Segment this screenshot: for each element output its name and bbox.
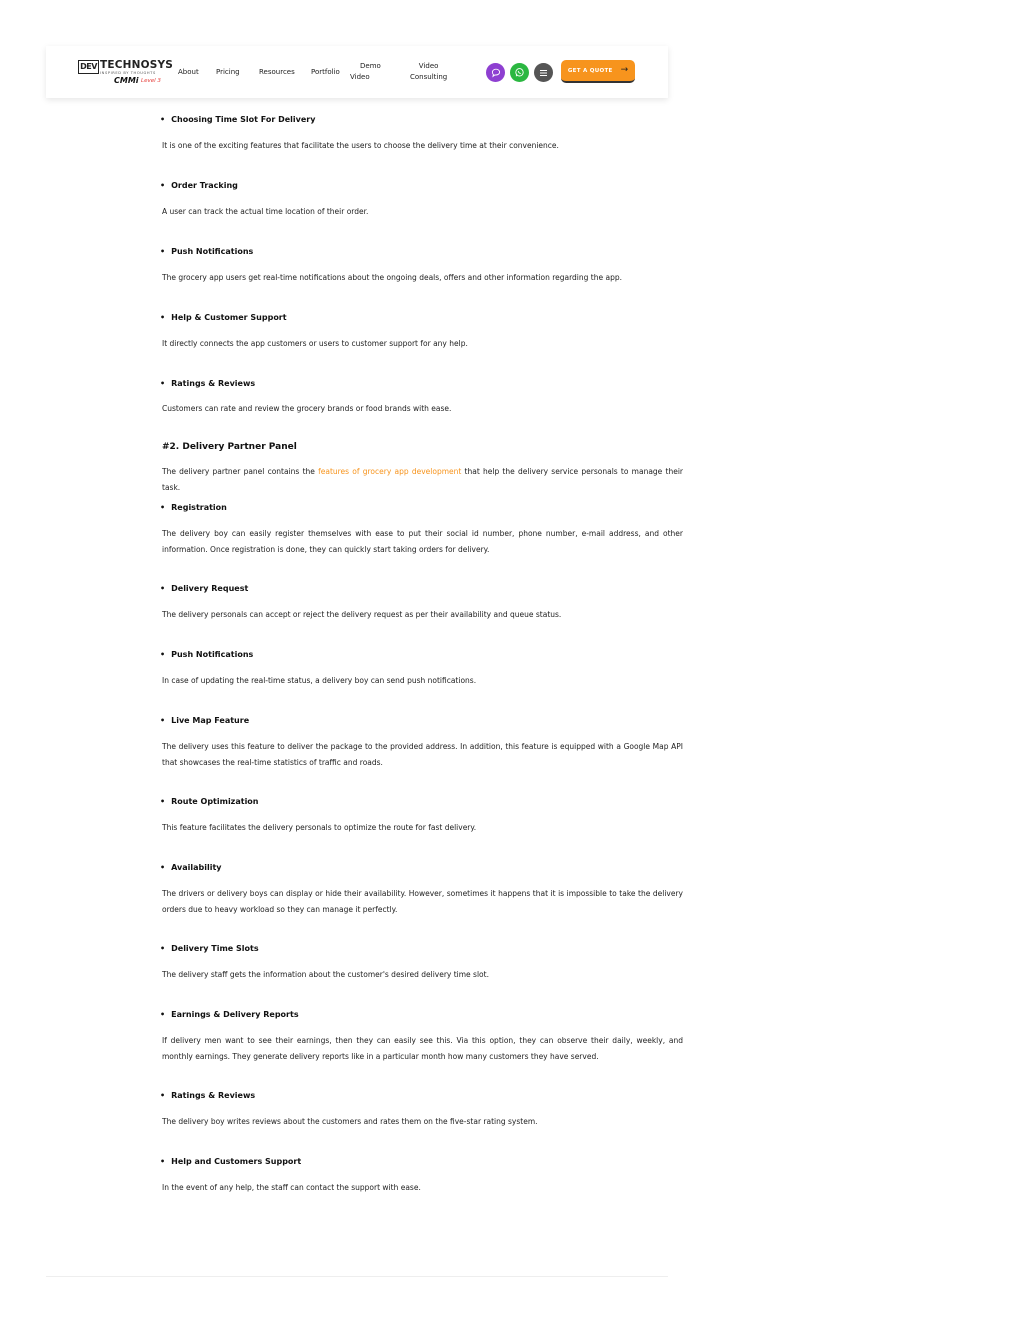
devtechnosys-logo[interactable] [78, 59, 174, 86]
delivery-section-intro [162, 464, 683, 495]
feature-title: • Registration [162, 503, 227, 512]
feature-text: The delivery staff gets the information about the customer's desired delivery time slot. [162, 970, 489, 979]
feature-title: • Ratings & Reviews [162, 1091, 255, 1100]
feature-text: The delivery personals can accept or reject the delivery request as per their availability and queue status. [162, 610, 562, 619]
feature-text: It directly connects the app customers or users to customer support for any help. [162, 339, 468, 348]
section-heading-delivery-partner: #2. Delivery Partner Panel [162, 442, 297, 452]
grocery-app-features-link[interactable]: features of grocery app development [318, 467, 462, 476]
nav-video-consulting-line1: Video [418, 62, 439, 70]
nav-portfolio[interactable]: Portfolio [311, 68, 340, 76]
intro-text-after: that help the delivery service personals to manage their task. [162, 467, 683, 492]
feature-text: In case of updating the real-time status, a delivery boy can send push notifications. [162, 676, 477, 685]
logo-dev-mark: DEV [78, 60, 99, 74]
feature-title: • Live Map Feature [162, 716, 249, 725]
feature-text: If delivery men want to see their earnings, then they can easily see this. Via this option, they can observe their daily, weekly, and monthly earnings. They generate delivery reports like in a particular month how many customers they have served. [162, 1036, 683, 1061]
nav-demo-video-line2: Video [350, 73, 370, 81]
nav-demo-video[interactable] [350, 61, 381, 83]
feature-text: The delivery uses this feature to deliver the package to the provided address. In addition, this feature is equipped with a Google Map API that showcases the real-time statistics of traffic and roads. [162, 742, 683, 767]
feature-text: This feature facilitates the delivery personals to optimize the route for fast delivery. [162, 823, 477, 832]
menu-icon[interactable] [534, 63, 553, 82]
chat-icon[interactable] [486, 63, 505, 82]
logo-cmmi-level: Level 3 [141, 78, 161, 84]
footer-divider [46, 1276, 668, 1277]
site-header [46, 46, 668, 98]
feature-title: • Help & Customer Support [162, 313, 287, 322]
logo-wordmark: TECHNOSYS [100, 59, 174, 71]
logo-tagline: INSPIRED BY THOUGHTS [100, 71, 156, 75]
feature-title: • Delivery Request [162, 584, 248, 593]
feature-title: • Help and Customers Support [162, 1157, 301, 1166]
feature-title: • Push Notifications [162, 650, 253, 659]
nav-resources[interactable]: Resources [259, 68, 295, 76]
feature-title: • Route Optimization [162, 797, 259, 806]
feature-text: It is one of the exciting features that facilitate the users to choose the delivery time at their convenience. [162, 141, 559, 150]
feature-text: Customers can rate and review the grocery brands or food brands with ease. [162, 404, 452, 413]
feature-title: • Earnings & Delivery Reports [162, 1010, 299, 1019]
feature-text: A user can track the actual time location of their order. [162, 207, 369, 216]
logo-cmmi: CMMi [114, 76, 139, 85]
feature-text: In the event of any help, the staff can contact the support with ease. [162, 1183, 421, 1192]
nav-video-consulting[interactable] [410, 61, 447, 83]
feature-title: • Order Tracking [162, 181, 238, 190]
feature-title: • Choosing Time Slot For Delivery [162, 115, 315, 124]
get-a-quote-button[interactable] [561, 60, 635, 83]
feature-title: • Ratings & Reviews [162, 379, 255, 388]
feature-text: The grocery app users get real-time notifications about the ongoing deals, offers and other information regarding the app. [162, 273, 622, 282]
feature-title: • Delivery Time Slots [162, 944, 259, 953]
get-a-quote-label: GET A QUOTE [567, 67, 613, 74]
whatsapp-icon[interactable] [510, 63, 529, 82]
nav-about[interactable]: About [178, 68, 199, 76]
feature-title: • Availability [162, 863, 222, 872]
feature-title: • Push Notifications [162, 247, 253, 256]
feature-text: The drivers or delivery boys can display or hide their availability. However, sometimes it happens that it is impossible to take the delivery orders due to heavy workload so they can manage it perfectly. [162, 889, 683, 914]
feature-text: The delivery boy writes reviews about the customers and rates them on the five-star rating system. [162, 1117, 538, 1126]
nav-pricing[interactable]: Pricing [216, 68, 240, 76]
feature-text: The delivery boy can easily register themselves with ease to put their social id number, phone number, e-mail address, and other information. Once registration is done, they can quickly start taking orders for delivery. [162, 529, 683, 554]
arrow-right-icon: → [620, 65, 629, 75]
nav-video-consulting-line2: Consulting [410, 73, 448, 81]
intro-text-before: The delivery partner panel contains the [162, 467, 319, 476]
nav-demo-video-line1: Demo [360, 62, 381, 70]
